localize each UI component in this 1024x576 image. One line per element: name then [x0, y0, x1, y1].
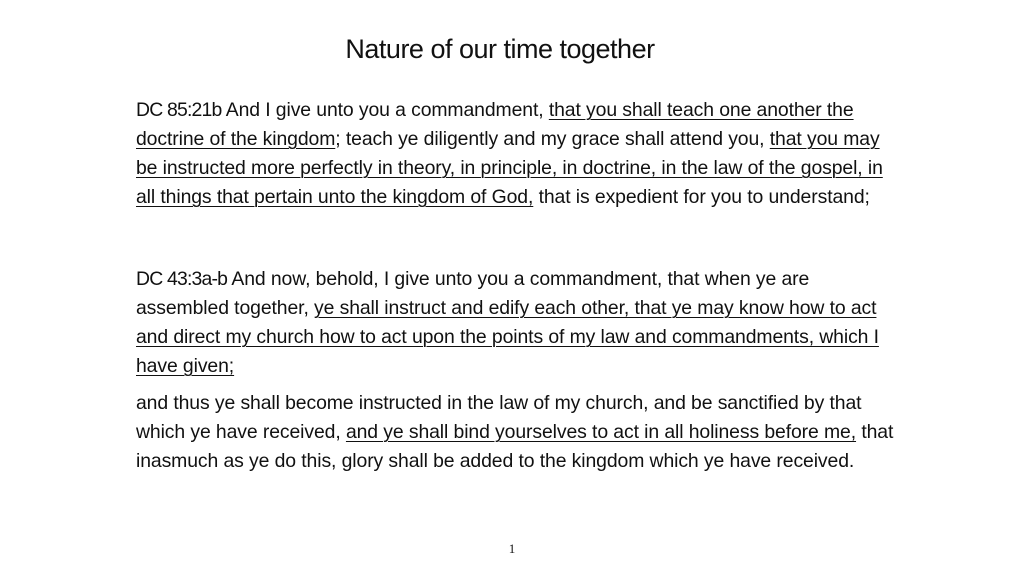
scripture-reference: DC 85:21b [136, 99, 222, 121]
passage-text: that inasmuch as ye do this, glory shall be added to the kingdom which ye have received. [136, 421, 894, 472]
passage-text: that is expedient for you to understand; [533, 186, 870, 208]
underlined-passage-text: ye shall instruct and edify each other, that ye may know how to act and direct my church how to act upon the points of my law and commandments, which I have given; [136, 297, 879, 377]
passage-text: and thus ye shall become instructed in the law of my church, and be sanctified by that which ye have received, [136, 392, 862, 443]
underlined-passage-text: and ye shall bind yourselves to act in all holiness before me, [345, 421, 857, 443]
passage-text: And I give unto you a commandment, [221, 99, 549, 121]
underlined-passage-text: that you shall teach one another the doctrine of the kingdom [136, 99, 854, 150]
slide-title: Nature of our time together [345, 34, 655, 64]
scripture-passage-dc-85-21b [136, 96, 896, 212]
passage-text: ; teach ye diligently and my grace shall attend you, [335, 128, 770, 150]
page-number: 1 [508, 541, 516, 556]
passage-text: And now, behold, I give unto you a commandment, that when ye are assembled together, [136, 268, 810, 319]
underlined-passage-text: that you may be instructed more perfectly in theory, in principle, in doctrine, in the law of the gospel, in all things that pertain unto the kingdom of God, [136, 128, 883, 208]
scripture-reference: DC 43:3a-b [136, 268, 228, 290]
slide-body [136, 96, 896, 476]
scripture-passage-dc-43-3a-b [136, 265, 896, 381]
scripture-passage-continuation [136, 389, 896, 476]
